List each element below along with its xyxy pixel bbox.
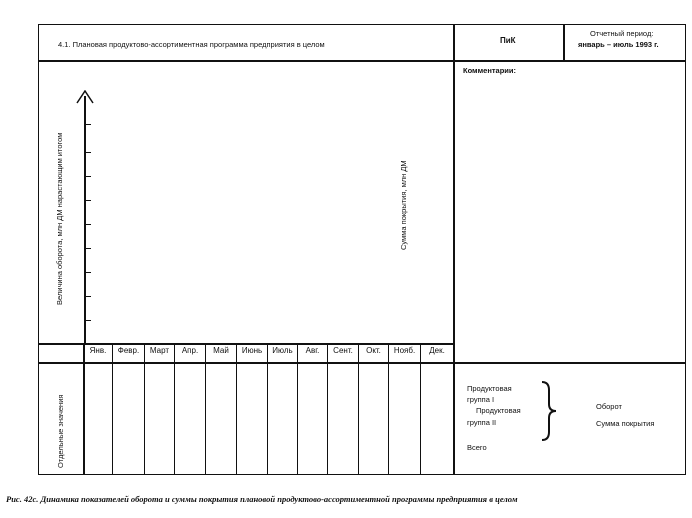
period-label: Отчетный период: <box>590 29 654 38</box>
y-axis-left-label: Величина оборота, млн ДМ нарастающим итогом <box>55 132 64 305</box>
month-col-line <box>388 343 389 475</box>
month-col-line <box>112 343 113 475</box>
row-label: Отдельные значения <box>56 394 65 468</box>
month-label: Февр. <box>117 346 140 355</box>
legend-total: Всего <box>467 443 487 452</box>
month-col-line <box>236 343 237 475</box>
month-row-bottom <box>38 362 686 364</box>
header-divider-v2 <box>563 24 565 61</box>
y-tick <box>85 248 91 249</box>
y-tick <box>85 320 91 321</box>
month-col-line <box>420 343 421 475</box>
month-label: Сент. <box>333 346 353 355</box>
month-label: Авг. <box>305 346 320 355</box>
figure-caption: Рис. 42с. Динамика показателей оборота и суммы покрытия плановой продуктово-ассортиментной программы предприятия в целом <box>6 494 518 504</box>
legend-group1-line1: Продуктовая <box>467 384 512 393</box>
month-label: Дек. <box>429 346 445 355</box>
legend-group2-line1: Продуктовая <box>476 406 521 415</box>
y-axis-line <box>84 96 86 343</box>
month-label: Окт. <box>366 346 381 355</box>
header-divider-v1 <box>453 24 455 475</box>
legend-group2-line2: группа II <box>467 418 497 427</box>
y-tick <box>85 272 91 273</box>
legend-group1-line2: группа I <box>467 395 495 404</box>
y-tick <box>85 152 91 153</box>
month-col-line <box>267 343 268 475</box>
month-row-top <box>38 343 454 345</box>
y-tick <box>85 224 91 225</box>
month-label: Июль <box>272 346 293 355</box>
y-tick <box>85 124 91 125</box>
legend-coverage: Сумма покрытия <box>596 419 655 428</box>
form-title: 4.1. Плановая продуктово-ассортиментная программа предприятия в целом <box>58 40 325 49</box>
comment-label: Комментарии: <box>463 66 517 75</box>
y-tick <box>85 176 91 177</box>
month-label: Нояб. <box>393 346 416 355</box>
period-value: январь – июль 1993 г. <box>578 40 659 49</box>
month-col-line <box>144 343 145 475</box>
curly-brace-icon <box>540 380 558 442</box>
company-label: ПиК <box>500 36 516 45</box>
month-label: Июнь <box>241 346 263 355</box>
month-col-line <box>297 343 298 475</box>
y-axis-arrow-icon <box>76 90 94 104</box>
legend-turnover: Оборот <box>596 402 622 411</box>
y-tick <box>85 200 91 201</box>
month-col-line <box>174 343 175 475</box>
y-axis-right-label: Сумма покрытия, млн ДМ <box>399 160 408 250</box>
form-frame <box>38 24 686 475</box>
y-tick <box>85 296 91 297</box>
month-col-line <box>358 343 359 475</box>
month-col-line <box>327 343 328 475</box>
header-divider <box>38 60 686 62</box>
month-label: Апр. <box>181 346 199 355</box>
month-label: Март <box>149 346 170 355</box>
month-col-line <box>205 343 206 475</box>
month-label: Янв. <box>89 346 107 355</box>
month-label: Май <box>213 346 229 355</box>
